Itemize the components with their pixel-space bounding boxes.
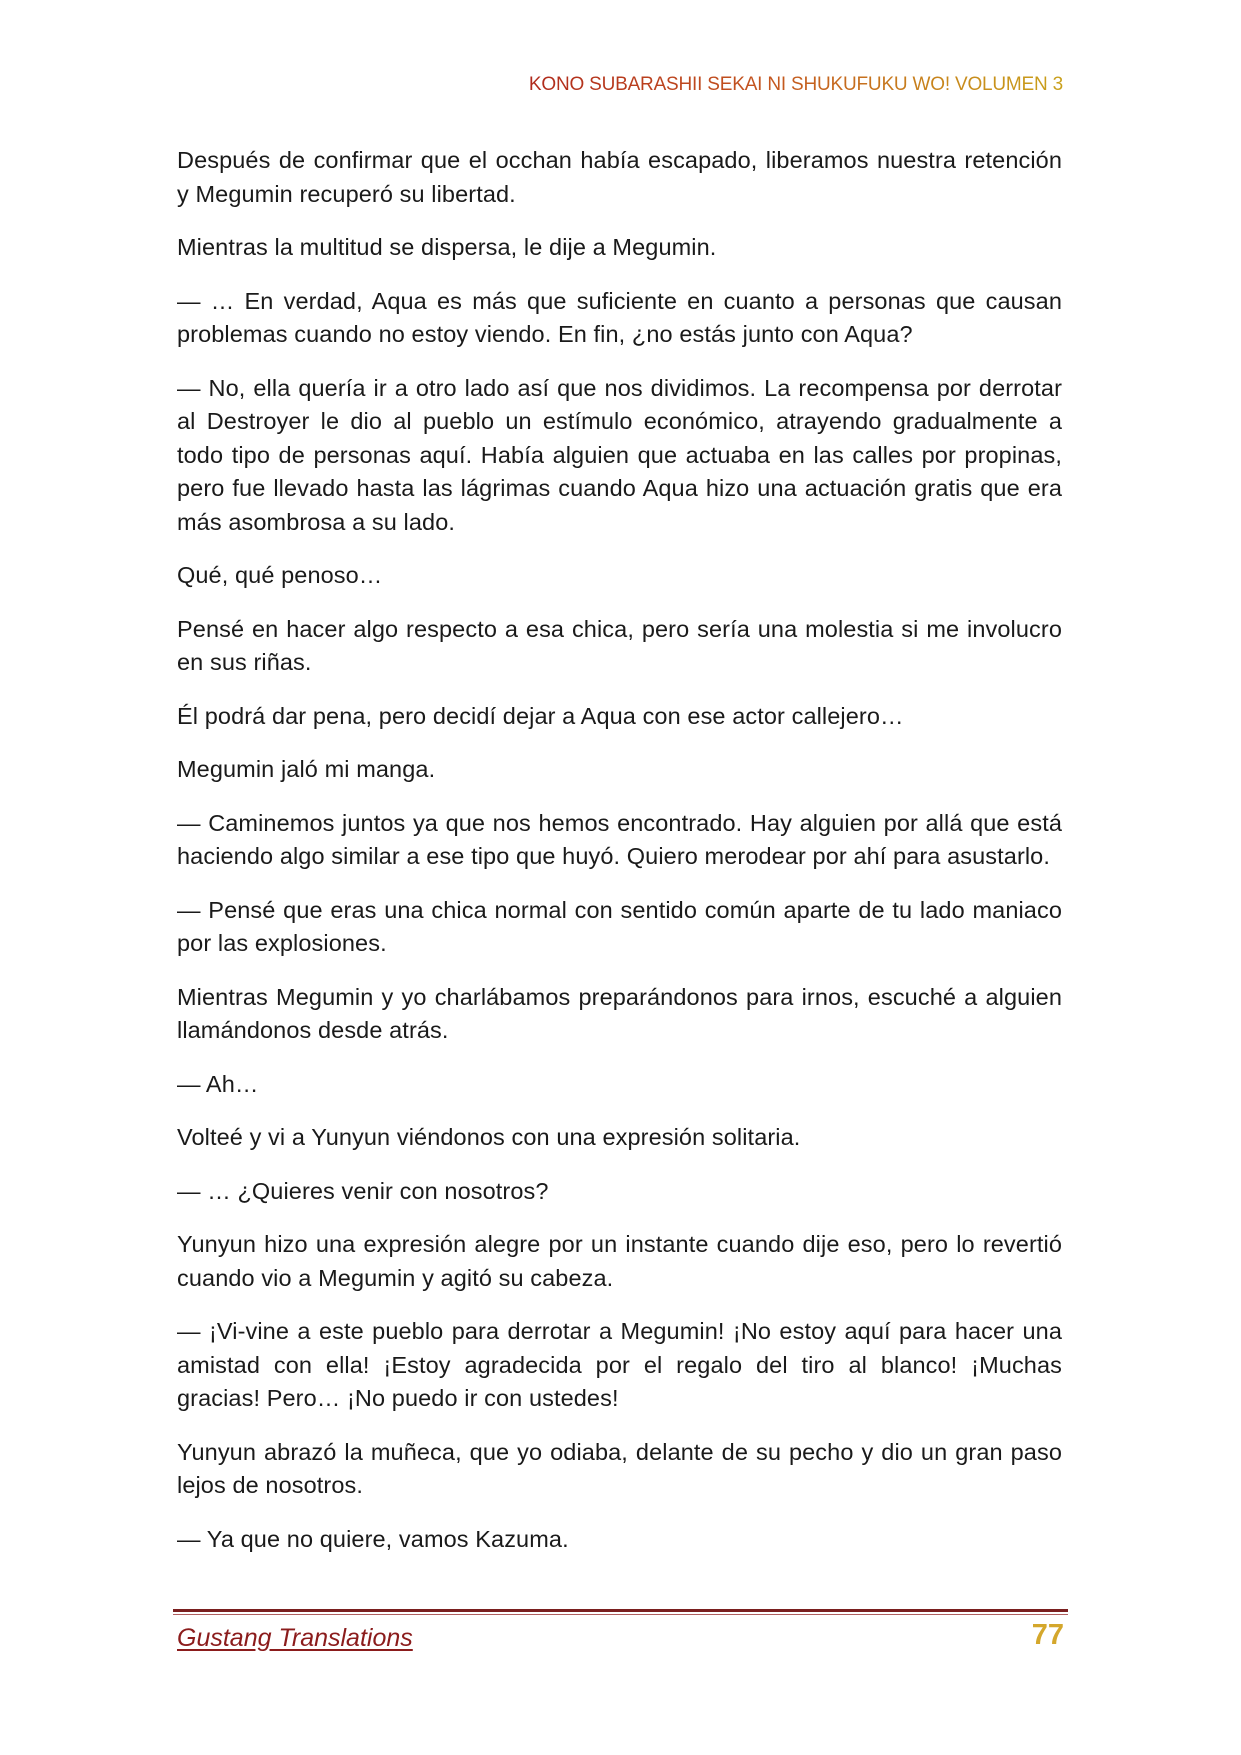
paragraph: Después de confirmar que el occhan había escapado, liberamos nuestra retención y Megumin recuperó su libertad.: [177, 147, 1062, 207]
page-number: 77: [1031, 1619, 1064, 1651]
paragraph: Megumin jaló mi manga.: [177, 756, 436, 782]
paragraph: Volteé y vi a Yunyun viéndonos con una expresión solitaria.: [177, 1124, 801, 1150]
paragraph: — Caminemos juntos ya que nos hemos encontrado. Hay alguien por allá que está haciendo algo similar a ese tipo que huyó. Quiero merodear por ahí para asustarlo.: [177, 809, 1062, 869]
paragraph: — Ya que no quiere, vamos Kazuma.: [177, 1525, 569, 1552]
footer-divider-thin: [173, 1614, 1068, 1615]
running-header: KONO SUBARASHII SEKAI NI SHUKUFUKU WO! VOLUMEN 3: [528, 74, 1063, 95]
paragraph: — No, ella quería ir a otro lado así que nos dividimos. La recompensa por derrotar al Destroyer le dio al pueblo un estímulo económico, atrayendo gradualmente a todo tipo de personas aquí. Había alguien que actuaba en las calles por propinas, pero fue llevado hasta las lágrimas cuando Aqua hizo una actuación gratis que era más asombrosa a su lado.: [177, 374, 1062, 535]
paragraph: Él podrá dar pena, pero decidí dejar a Aqua con ese actor callejero…: [177, 702, 904, 729]
paragraph: — Pensé que eras una chica normal con sentido común aparte de tu lado maniaco por las explosiones.: [177, 896, 1062, 956]
paragraph: Yunyun abrazó la muñeca, que yo odiaba, delante de su pecho y dio un gran paso lejos de nosotros.: [177, 1438, 1062, 1498]
paragraph: Mientras la multitud se dispersa, le dije a Megumin.: [177, 234, 717, 260]
footer-divider: [173, 1609, 1068, 1612]
paragraph: — ¡Vi-vine a este pueblo para derrotar a Megumin! ¡No estoy aquí para hacer una amistad con ella! ¡Estoy agradecida por el regalo del tiro al blanco! ¡Muchas gracias! Pero… ¡No puedo ir con ustedes!: [177, 1318, 1062, 1411]
paragraph: — … En verdad, Aqua es más que suficiente en cuanto a personas que causan problemas cuando no estoy viendo. En fin, ¿no estás junto con Aqua?: [177, 287, 1062, 347]
page-body: [177, 144, 1062, 1576]
paragraph: — Ah…: [177, 1070, 259, 1097]
paragraph: — … ¿Quieres venir con nosotros?: [177, 1177, 549, 1204]
paragraph: Yunyun hizo una expresión alegre por un instante cuando dije eso, pero lo revertió cuando vio a Megumin y agitó su cabeza.: [177, 1231, 1062, 1291]
paragraph: Mientras Megumin y yo charlábamos preparándonos para irnos, escuché a alguien llamándonos desde atrás.: [177, 983, 1062, 1043]
footer-brand: Gustang Translations: [177, 1624, 413, 1652]
paragraph: Qué, qué penoso…: [177, 562, 383, 588]
paragraph: Pensé en hacer algo respecto a esa chica, pero sería una molestia si me involucro en sus riñas.: [177, 615, 1062, 675]
